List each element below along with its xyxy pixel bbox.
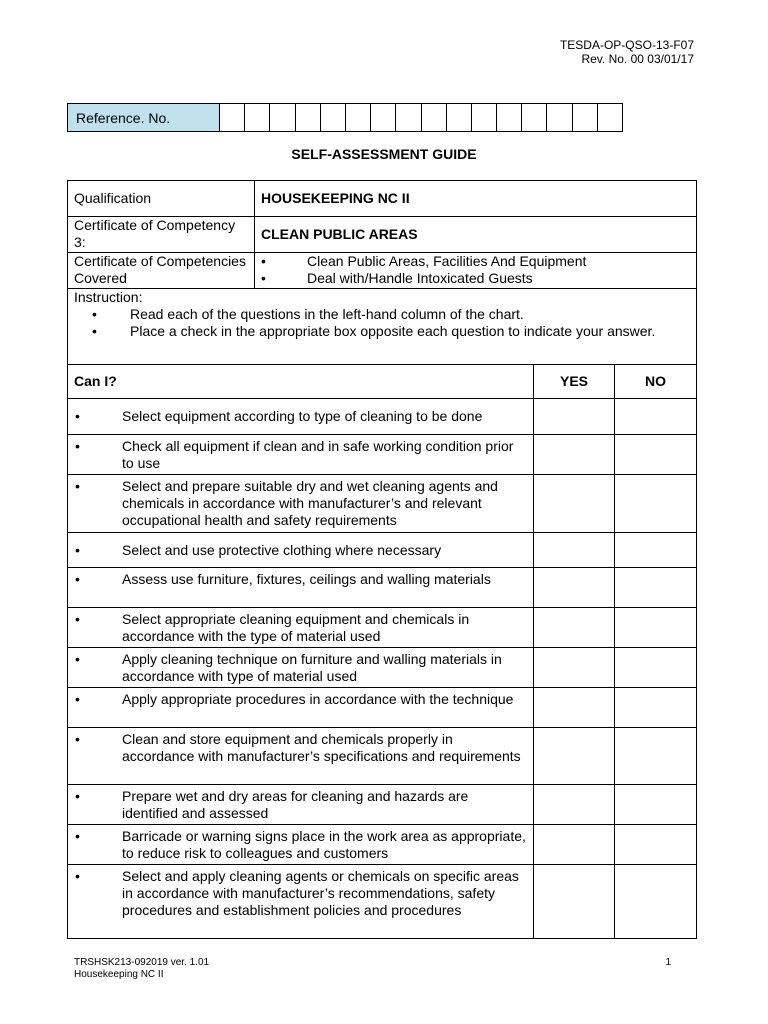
reference-box[interactable]	[446, 104, 471, 132]
qualification-label: Qualification	[68, 181, 255, 217]
list-item	[261, 270, 690, 287]
reference-box[interactable]	[345, 104, 370, 132]
form-code: TESDA-OP-QSO-13-F07	[559, 38, 694, 52]
footer-doc-code: TRSHSK213-092019 ver. 1.01	[74, 957, 210, 968]
question-cell	[68, 533, 534, 568]
no-checkbox[interactable]	[615, 825, 697, 865]
no-checkbox[interactable]	[615, 785, 697, 825]
list-item	[74, 323, 690, 340]
reference-box[interactable]	[597, 104, 622, 132]
bullet: •	[92, 306, 97, 322]
instruction-item: Read each of the questions in the left-hand column of the chart.	[130, 306, 524, 322]
question-text: Apply cleaning technique on furniture and walling materials in accordance with type of material used	[122, 651, 502, 684]
column-header-no: NO	[615, 365, 697, 399]
reference-label: Reference. No.	[68, 104, 220, 132]
reference-box[interactable]	[371, 104, 396, 132]
question-text: Select appropriate cleaning equipment and chemicals in accordance with the type of material used	[122, 611, 470, 644]
bullet: •	[75, 611, 80, 627]
question-text: Select and use protective clothing where necessary	[122, 541, 442, 558]
no-checkbox[interactable]	[615, 688, 697, 728]
yes-checkbox[interactable]	[534, 475, 615, 533]
yes-checkbox[interactable]	[534, 399, 615, 435]
bullet: •	[75, 541, 80, 558]
covered-list	[255, 253, 697, 289]
yes-checkbox[interactable]	[534, 825, 615, 865]
reference-box[interactable]	[270, 104, 295, 132]
bullet: •	[75, 571, 80, 587]
bullet: •	[75, 651, 80, 667]
column-header-question: Can I?	[68, 365, 534, 399]
qualification-value: HOUSEKEEPING NC II	[255, 181, 697, 217]
question-cell	[68, 688, 534, 728]
no-checkbox[interactable]	[615, 435, 697, 475]
yes-checkbox[interactable]	[534, 435, 615, 475]
reference-box[interactable]	[497, 104, 522, 132]
bullet: •	[75, 868, 80, 884]
question-text: Apply appropriate procedures in accordance with the technique	[122, 691, 514, 707]
bullet: •	[75, 788, 80, 804]
list-item	[261, 253, 690, 270]
no-checkbox[interactable]	[615, 568, 697, 608]
question-cell	[68, 865, 534, 939]
yes-checkbox[interactable]	[534, 785, 615, 825]
form-code-header	[560, 38, 694, 66]
bullet: •	[75, 691, 80, 707]
competency-label: Certificate of Competency 3:	[68, 217, 255, 253]
bullet: •	[92, 323, 97, 339]
question-text: Clean and store equipment and chemicals properly in accordance with manufacturer’s specifications and requirements	[122, 731, 521, 764]
no-checkbox[interactable]	[615, 608, 697, 648]
yes-checkbox[interactable]	[534, 608, 615, 648]
reference-box[interactable]	[320, 104, 345, 132]
question-cell	[68, 728, 534, 785]
question-text: Select and prepare suitable dry and wet cleaning agents and chemicals in accordance with manufacturer’s and relevant occupational health and safety requirements	[122, 478, 498, 528]
question-text: Check all equipment if clean and in safe working condition prior to use	[122, 438, 514, 471]
question-cell	[68, 825, 534, 865]
covered-item: Deal with/Handle Intoxicated Guests	[307, 270, 533, 286]
instruction-cell	[68, 289, 697, 365]
question-cell	[68, 399, 534, 435]
question-cell	[68, 568, 534, 608]
question-text: Select and apply cleaning agents or chemicals on specific areas in accordance with manufacturer’s recommendations, safety procedures and establishment policies and procedures	[122, 868, 519, 918]
no-checkbox[interactable]	[615, 728, 697, 785]
yes-checkbox[interactable]	[534, 728, 615, 785]
instruction-label: Instruction:	[74, 289, 143, 305]
question-text: Select equipment according to type of cleaning to be done	[122, 408, 483, 424]
reference-box[interactable]	[421, 104, 446, 132]
question-cell	[68, 475, 534, 533]
column-header-yes: YES	[534, 365, 615, 399]
bullet: •	[75, 731, 80, 747]
reference-box[interactable]	[522, 104, 547, 132]
footer-qualification: Housekeeping NC II	[74, 969, 164, 980]
question-cell	[68, 785, 534, 825]
covered-label: Certificate of Competencies Covered	[68, 253, 255, 289]
page-title: SELF-ASSESSMENT GUIDE	[291, 146, 477, 162]
no-checkbox[interactable]	[615, 648, 697, 688]
no-checkbox[interactable]	[615, 533, 697, 568]
covered-item: Clean Public Areas, Facilities And Equipment	[307, 253, 587, 269]
reference-box[interactable]	[471, 104, 496, 132]
bullet: •	[75, 828, 80, 844]
reference-box[interactable]	[396, 104, 421, 132]
question-text: Prepare wet and dry areas for cleaning and hazards are identified and assessed	[122, 788, 469, 821]
question-text: Assess use furniture, fixtures, ceilings and walling materials	[122, 571, 491, 587]
revision-number: Rev. No. 00 03/01/17	[581, 52, 694, 66]
yes-checkbox[interactable]	[534, 533, 615, 568]
no-checkbox[interactable]	[615, 475, 697, 533]
reference-box[interactable]	[547, 104, 572, 132]
bullet: •	[75, 478, 80, 494]
reference-box[interactable]	[220, 104, 245, 132]
instruction-item: Place a check in the appropriate box opposite each question to indicate your answer.	[130, 323, 656, 339]
question-cell	[68, 435, 534, 475]
bullet: •	[261, 253, 266, 269]
bullet: •	[75, 408, 80, 424]
competency-value: CLEAN PUBLIC AREAS	[255, 217, 697, 253]
question-text: Barricade or warning signs place in the work area as appropriate, to reduce risk to colleagues and customers	[122, 828, 526, 861]
bullet: •	[261, 270, 266, 286]
no-checkbox[interactable]	[615, 399, 697, 435]
bullet: •	[75, 438, 80, 454]
list-item	[74, 306, 690, 323]
question-cell	[68, 648, 534, 688]
reference-box[interactable]	[572, 104, 597, 132]
yes-checkbox[interactable]	[534, 568, 615, 608]
yes-checkbox[interactable]	[534, 865, 615, 939]
question-cell	[68, 608, 534, 648]
yes-checkbox[interactable]	[534, 648, 615, 688]
reference-number-table	[67, 103, 623, 132]
reference-box[interactable]	[245, 104, 270, 132]
self-assessment-table	[67, 180, 697, 939]
yes-checkbox[interactable]	[534, 688, 615, 728]
no-checkbox[interactable]	[615, 865, 697, 939]
page-number: 1	[665, 957, 671, 968]
footer	[74, 957, 209, 981]
reference-box[interactable]	[295, 104, 320, 132]
